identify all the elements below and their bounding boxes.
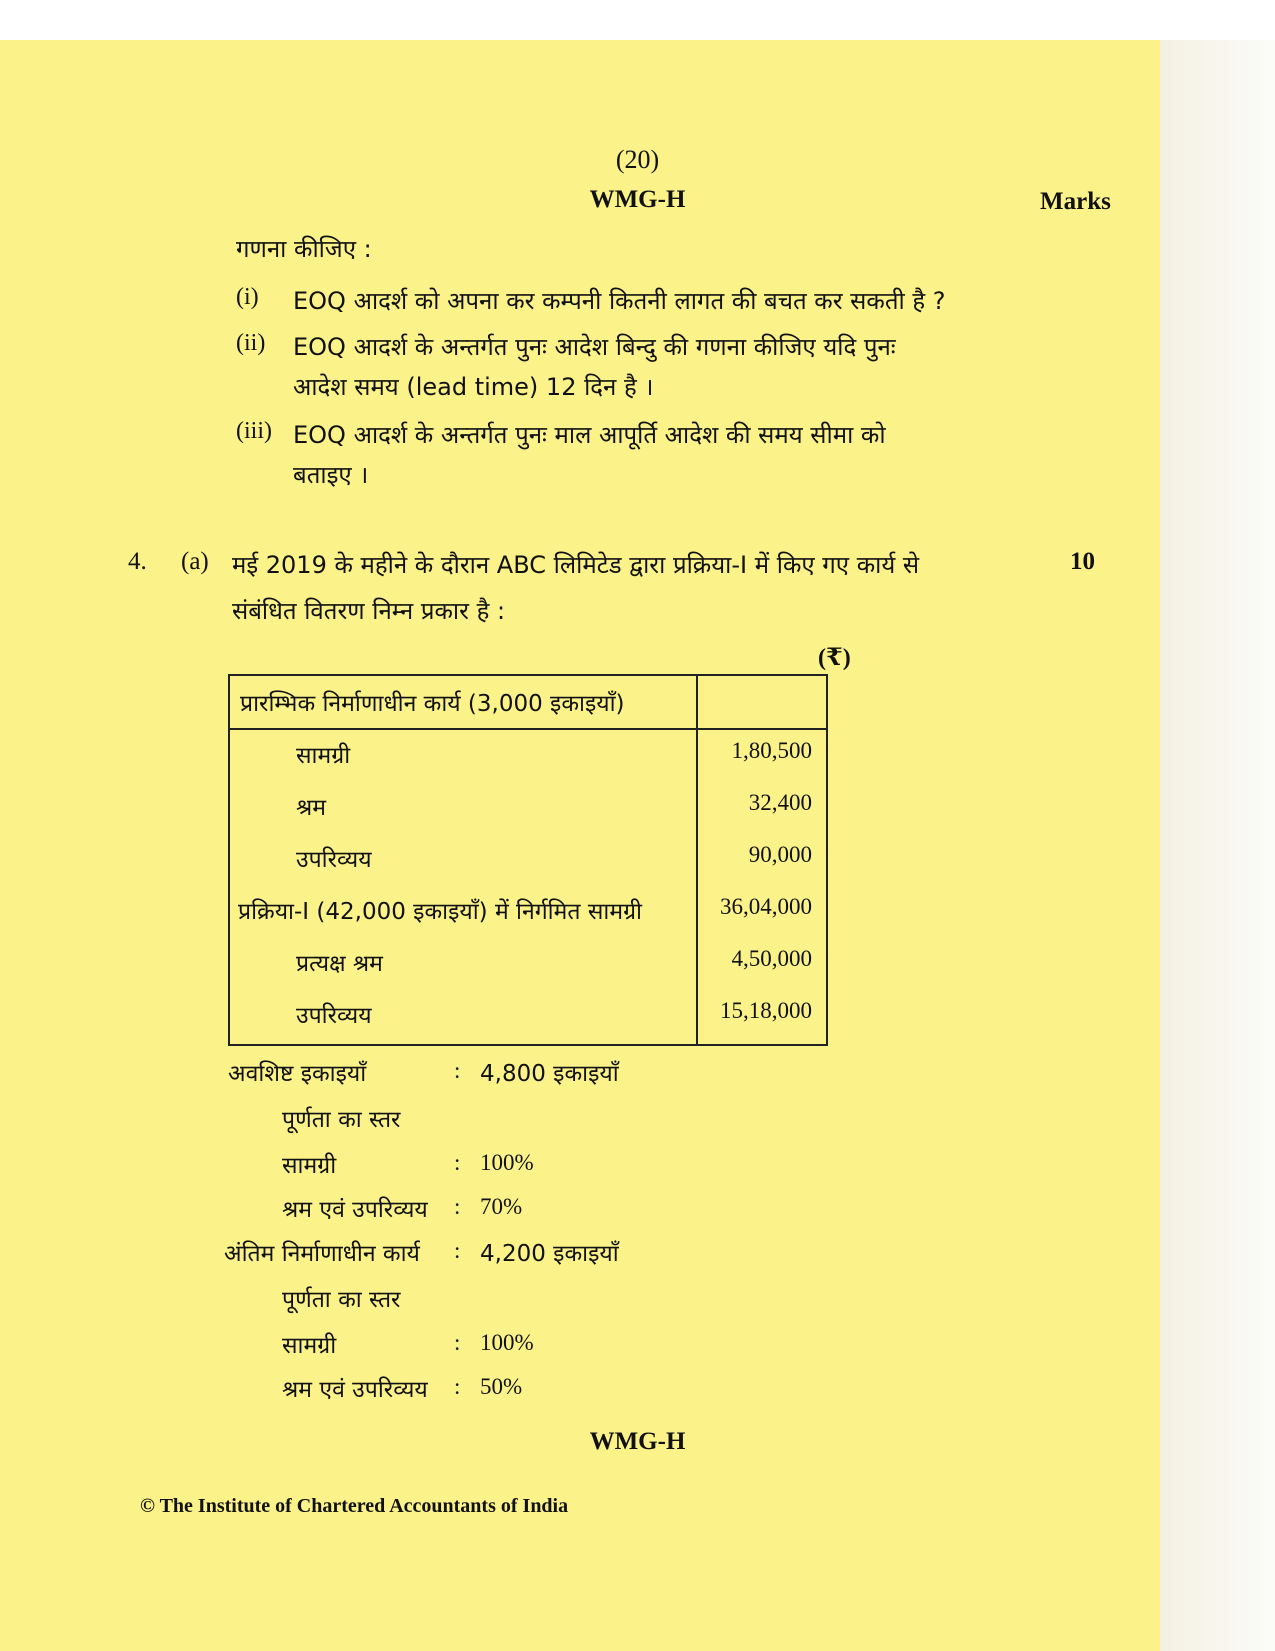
row-amount-material: 1,80,500 bbox=[731, 738, 812, 763]
row-label-direct-labour: प्रत्यक्ष श्रम bbox=[296, 951, 383, 977]
row-label-overhead-2: उपरिव्यय bbox=[296, 1003, 372, 1029]
closing-material-label: सामग्री bbox=[282, 1333, 337, 1359]
row-label-overhead: उपरिव्यय bbox=[296, 847, 372, 873]
item-label-iii: (iii) bbox=[236, 418, 272, 444]
closing-labour-label: श्रम एवं उपरिव्यय bbox=[282, 1377, 428, 1403]
residual-value: 4,800 इकाइयाँ bbox=[480, 1061, 619, 1087]
column-divider bbox=[696, 676, 698, 1044]
residual-material-value: 100% bbox=[480, 1150, 534, 1175]
residual-completion-label: पूर्णता का स्तर bbox=[282, 1107, 401, 1133]
row-label-issued-material: प्रक्रिया-I (42,000 इकाइयाँ) में निर्गमित सामग्री bbox=[238, 899, 643, 925]
page-margin bbox=[1160, 40, 1275, 1651]
row-amount-labour: 32,400 bbox=[748, 790, 812, 815]
colon: : bbox=[454, 1330, 461, 1355]
colon: : bbox=[454, 1374, 461, 1399]
header-divider bbox=[230, 728, 826, 730]
item-text-iii: EOQ आदर्श के अन्तर्गत पुनः माल आपूर्ति आदेश की समय सीमा को bbox=[293, 421, 886, 449]
row-amount-overhead-2: 15,18,000 bbox=[720, 998, 812, 1023]
colon: : bbox=[454, 1238, 461, 1263]
question-marks: 10 bbox=[1070, 548, 1095, 575]
colon: : bbox=[454, 1194, 461, 1219]
row-amount-overhead: 90,000 bbox=[748, 842, 812, 867]
row-label-material: सामग्री bbox=[296, 743, 351, 769]
item-label-i: (i) bbox=[236, 284, 259, 310]
page-number: (20) bbox=[615, 145, 660, 174]
item-text-ii: EOQ आदर्श के अन्तर्गत पुनः आदेश बिन्दु की गणना कीजिए यदि पुनः bbox=[293, 333, 896, 361]
colon: : bbox=[454, 1058, 461, 1083]
marks-column-label: Marks bbox=[1040, 188, 1111, 215]
table-header: प्रारम्भिक निर्माणाधीन कार्य (3,000 इकाइयाँ) bbox=[240, 691, 625, 717]
question-text-line1: मई 2019 के महीने के दौरान ABC लिमिटेड द्वारा प्रक्रिया-I में किए गए कार्य से bbox=[232, 551, 920, 579]
currency-label: (₹) bbox=[818, 645, 851, 671]
colon: : bbox=[454, 1150, 461, 1175]
question-part: (a) bbox=[181, 548, 209, 575]
residual-labour-value: 70% bbox=[480, 1194, 523, 1219]
paper-code-header: WMG-H bbox=[589, 186, 686, 213]
residual-label: अवशिष्ट इकाइयाँ bbox=[228, 1061, 367, 1087]
row-label-labour: श्रम bbox=[296, 795, 327, 821]
closing-labour-value: 50% bbox=[480, 1374, 523, 1399]
cost-table bbox=[228, 674, 828, 1046]
closing-material-value: 100% bbox=[480, 1330, 534, 1355]
item-label-ii: (ii) bbox=[236, 330, 266, 356]
copyright-notice: © The Institute of Chartered Accountants of India bbox=[140, 1495, 569, 1517]
residual-material-label: सामग्री bbox=[282, 1153, 337, 1179]
item-text-iii-cont: बताइए । bbox=[293, 461, 369, 489]
closing-wip-value: 4,200 इकाइयाँ bbox=[480, 1241, 619, 1267]
row-amount-issued-material: 36,04,000 bbox=[720, 894, 812, 919]
question-number: 4. bbox=[128, 548, 147, 575]
residual-labour-label: श्रम एवं उपरिव्यय bbox=[282, 1197, 428, 1223]
question-text-line2: संबंधित वितरण निम्न प्रकार है : bbox=[232, 597, 506, 625]
item-text-i: EOQ आदर्श को अपना कर कम्पनी कितनी लागत की बचत कर सकती है ? bbox=[293, 287, 946, 315]
paper-code-footer: WMG-H bbox=[589, 1428, 686, 1455]
row-amount-direct-labour: 4,50,000 bbox=[731, 946, 812, 971]
calc-intro: गणना कीजिए : bbox=[236, 235, 372, 263]
item-text-ii-cont: आदेश समय (lead time) 12 दिन है । bbox=[293, 373, 654, 401]
closing-wip-label: अंतिम निर्माणाधीन कार्य bbox=[224, 1241, 420, 1267]
closing-completion-label: पूर्णता का स्तर bbox=[282, 1287, 401, 1313]
